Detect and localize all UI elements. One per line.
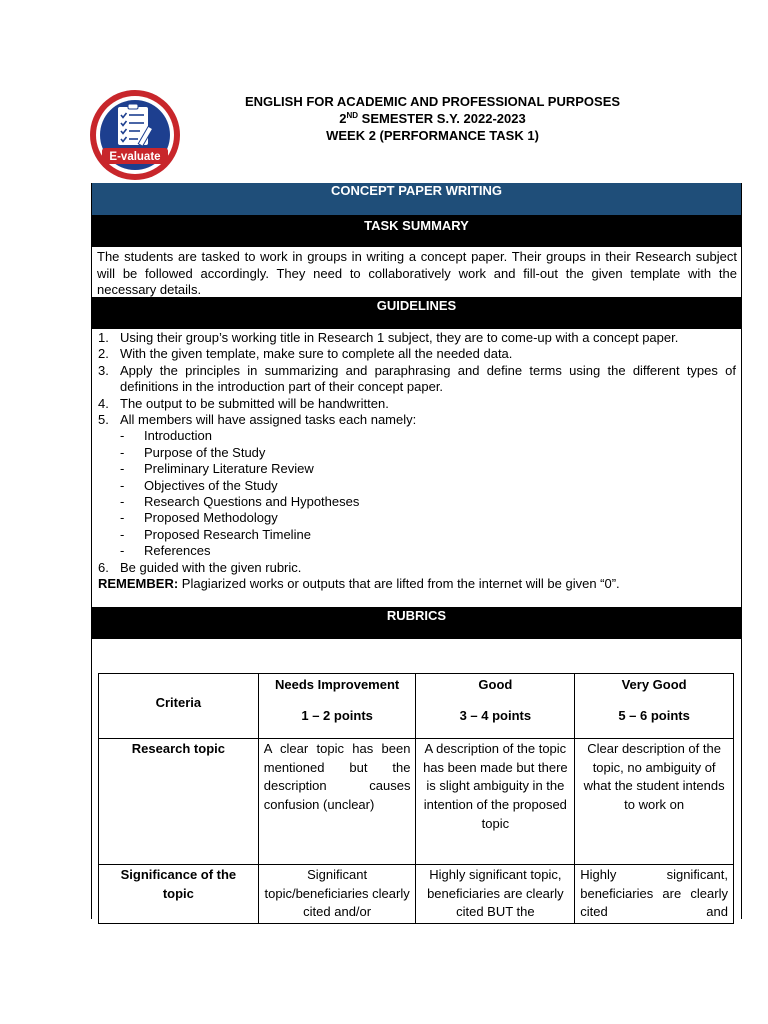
logo-text: E-valuate (109, 151, 161, 163)
guideline-item: 6. Be guided with the given rubric. (98, 559, 302, 575)
semester-line: 2ND SEMESTER S.Y. 2022-2023 (339, 111, 526, 126)
task-item: - References (120, 543, 211, 559)
task-item: - Research Questions and Hypotheses (120, 494, 360, 510)
document-header (180, 93, 685, 144)
guideline-item: 2. With the given template, make sure to complete all the needed data. (98, 346, 513, 362)
guideline-item: 4. The output to be submitted will be handwritten. (98, 395, 389, 411)
table-row (99, 865, 734, 924)
needs-improvement-cell: Significant topic/beneficiaries clearly cited and/or (258, 865, 416, 924)
good-cell: Highly significant topic, beneficiaries are clearly cited BUT the (416, 865, 575, 924)
task-summary-band: TASK SUMMARY (92, 215, 741, 247)
task-summary-text: The students are tasked to work in groups in writing a concept paper. Their groups in their Research subject will be followed accordingly. They need to collaboratively work and fill-out the given template with the necessary details. (97, 249, 737, 297)
checklist-icon (118, 104, 153, 146)
good-cell: A description of the topic has been made but there is slight ambiguity in the intention of the proposed topic (416, 739, 575, 865)
needs-improvement-cell: A clear topic has been mentioned but the description causes confusion (unclear) (258, 739, 416, 865)
task-item: - Purpose of the Study (120, 444, 266, 460)
task-item: - Proposed Research Timeline (120, 526, 311, 542)
very-good-cell: Clear description of the topic, no ambiguity of what the student intends to work on (575, 739, 734, 865)
criteria-cell: Research topic (99, 739, 259, 865)
table-row (99, 739, 734, 865)
very-good-header: Very Good 5 – 6 points (575, 674, 734, 739)
task-item: - Preliminary Literature Review (120, 461, 314, 477)
good-header: Good 3 – 4 points (416, 674, 575, 739)
week-line: WEEK 2 (PERFORMANCE TASK 1) (326, 128, 539, 143)
criteria-cell: Significance of the topic (99, 865, 259, 924)
task-item: - Introduction (120, 428, 212, 444)
rubrics-band: RUBRICS (92, 607, 741, 639)
guidelines-list (98, 330, 736, 593)
concept-band: CONCEPT PAPER WRITING (92, 183, 741, 215)
task-frame (91, 183, 742, 919)
guidelines-band: GUIDELINES (92, 297, 741, 329)
guideline-item: 5. All members will have assigned tasks each namely: (98, 412, 417, 428)
very-good-cell: Highly significant, beneficiaries are clearly cited and (575, 865, 734, 924)
guideline-item: 3. Apply the principles in summarizing and paraphrasing and define terms using the different types of definitions in the introduction part of their concept paper. (98, 362, 736, 395)
course-title: ENGLISH FOR ACADEMIC AND PROFESSIONAL PURPOSES (244, 94, 621, 109)
guideline-item: 1. Using their group’s working title in Research 1 subject, they are to come-up with a concept paper. (98, 330, 679, 345)
criteria-header: Criteria (99, 674, 259, 739)
task-item: - Objectives of the Study (120, 477, 278, 493)
rubric-table (98, 673, 734, 924)
rubric-header-row (99, 674, 734, 739)
remember-note: REMEMBER: Plagiarized works or outputs that are lifted from the internet will be given “0”. (98, 576, 620, 592)
task-item: - Proposed Methodology (120, 510, 278, 526)
e-valuate-logo (88, 88, 182, 182)
needs-improvement-header: Needs Improvement 1 – 2 points (258, 674, 416, 739)
